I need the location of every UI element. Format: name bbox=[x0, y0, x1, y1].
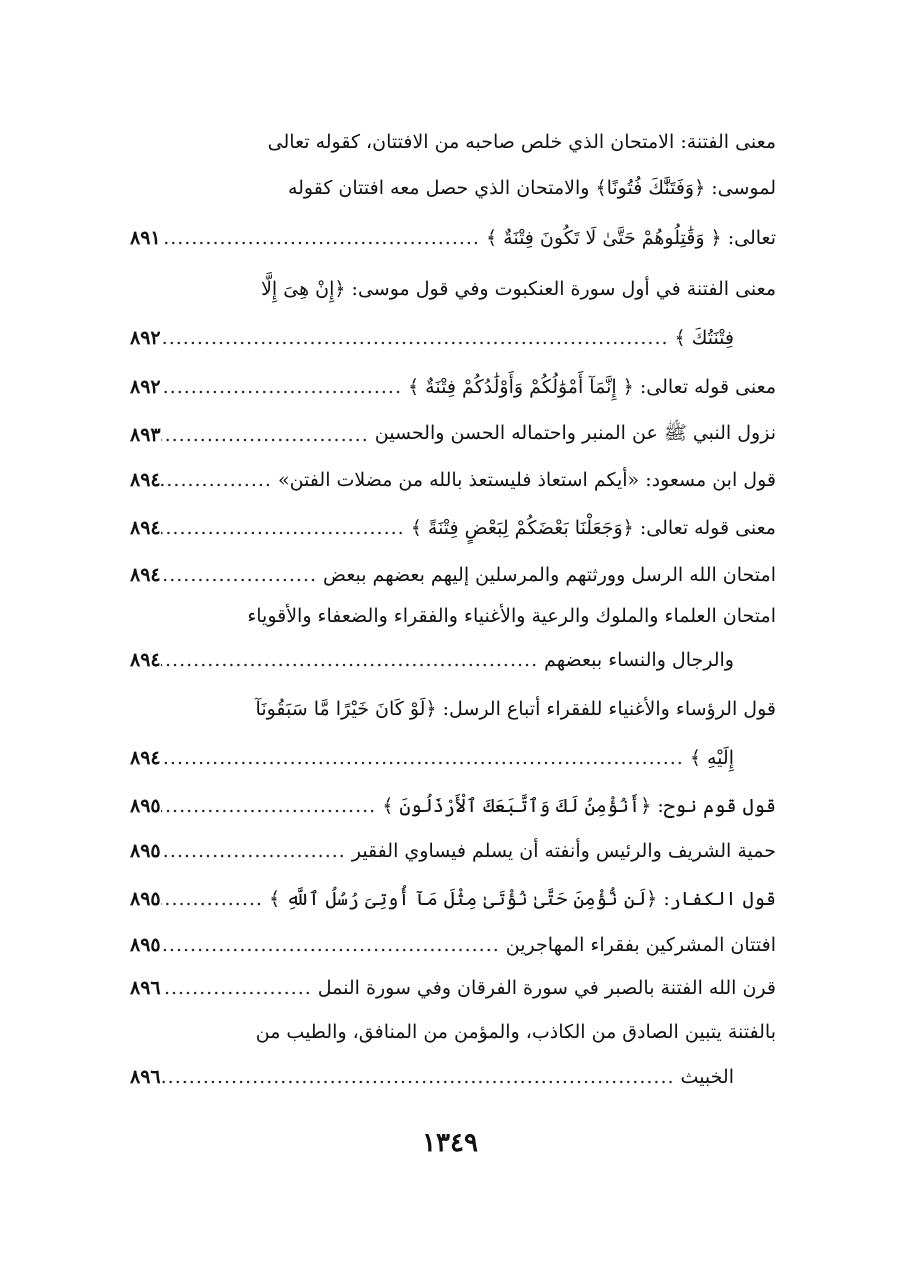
entry-page-number: ٨٩٤ bbox=[130, 747, 161, 769]
entry-page-number: ٨٩٤ bbox=[130, 649, 161, 671]
index-entry bbox=[130, 269, 776, 309]
index-entry bbox=[130, 640, 776, 680]
leader-dots bbox=[161, 564, 323, 586]
index-entry bbox=[130, 415, 776, 455]
entry-text: معنى قوله تعالى: ﴿وَجَعَلْنَا بَعْضَكُمْ لِبَعْضٍ فِتْنَةً ﴾ bbox=[410, 517, 776, 539]
leader-dots bbox=[161, 469, 278, 491]
entry-text: حمية الشريف والرئيس وأنفته أن يسلم فيساوي الفقير bbox=[351, 840, 776, 862]
leader-dots bbox=[161, 934, 506, 956]
index-entry bbox=[130, 460, 776, 500]
entry-page-number: ٨٩٢ bbox=[130, 327, 161, 349]
leader-dots bbox=[161, 649, 545, 671]
entry-text: الخبيث bbox=[680, 1066, 734, 1088]
entry-text: قرن الله الفتنة بالصبر في سورة الفرقان وفي سورة النمل bbox=[317, 977, 776, 999]
index-entry bbox=[130, 122, 776, 162]
index-entry bbox=[130, 738, 776, 778]
entry-text: امتحان الله الرسل وورثتهم والمرسلين إليهم بعضهم ببعض bbox=[323, 564, 776, 586]
entry-page-number: ٨٩٥ bbox=[130, 840, 161, 862]
index-entry bbox=[130, 925, 776, 965]
entry-page-number: ٨٩٥ bbox=[130, 888, 161, 910]
entry-page-number: ٨٩٥ bbox=[130, 934, 161, 956]
leader-dots bbox=[161, 747, 690, 769]
leader-dots bbox=[161, 977, 318, 999]
entry-page-number: ٨٩٤ bbox=[130, 469, 161, 491]
index-entry bbox=[130, 318, 776, 358]
leader-dots bbox=[161, 376, 408, 398]
entry-text: امتحان العلماء والملوك والرعية والأغنياء والفقراء والضعفاء والأقوياء bbox=[247, 605, 776, 627]
entry-page-number: ٨٩٤ bbox=[130, 517, 161, 539]
entry-text: قول الرؤساء والأغنياء للفقراء أتباع الرسل: ﴿لَوْ كَانَ خَيْرًا مَّا سَبَقُونَآ bbox=[255, 698, 776, 720]
leader-dots bbox=[161, 888, 269, 910]
entry-text: تعالى: ﴿ وَقَٰتِلُوهُمْ حَتَّىٰ لَا تَكُونَ فِتْنَةٌ ﴾ bbox=[485, 227, 776, 249]
entry-text: فِتْنَتُكَ ﴾ bbox=[674, 327, 734, 349]
index-entry bbox=[130, 508, 776, 548]
index-entry bbox=[130, 367, 776, 407]
leader-dots bbox=[161, 1066, 681, 1088]
leader-dots bbox=[161, 840, 352, 862]
entry-text: معنى قوله تعالى: ﴿ إِنَّمَآ أَمْوَٰلُكُمْ وَأَوْلَٰدُكُمْ فِتْنَةٌ ﴾ bbox=[408, 376, 776, 398]
index-entry bbox=[130, 968, 776, 1008]
index-entry bbox=[130, 218, 776, 258]
index-entry bbox=[130, 596, 776, 636]
index-entry bbox=[130, 786, 776, 826]
entry-text: معنى الفتنة في أول سورة العنكبوت وفي قول موسى: ﴿إِنْ هِىَ إِلَّا bbox=[261, 278, 776, 300]
entry-page-number: ٨٩٤ bbox=[130, 564, 161, 586]
entry-page-number: ٨٩٢ bbox=[130, 376, 161, 398]
page-number: ١٣٤٩ bbox=[422, 1128, 478, 1158]
entry-text: قول قوم نوح: ﴿أَنُؤْمِنُ لَكَ وَٱتَّبَعَكَ ٱلْأَرْذَلُونَ ﴾ bbox=[382, 795, 776, 817]
index-entry bbox=[130, 689, 776, 729]
entry-page-number: ٨٩٥ bbox=[130, 795, 161, 817]
entry-text: نزول النبي ﷺ عن المنبر واحتماله الحسن والحسين bbox=[374, 422, 776, 444]
index-entry bbox=[130, 1057, 776, 1097]
entry-text: قول الكفار: ﴿لَن نُّؤْمِنَ حَتَّىٰ نُؤْتَىٰ مِثْلَ مَآ أُوتِىَ رُسُلُ ٱللَّهِ ﴾ bbox=[268, 888, 776, 910]
entry-text: معنى الفتنة: الامتحان الذي خلص صاحبه من الافتتان، كقوله تعالى bbox=[267, 131, 776, 153]
leader-dots bbox=[161, 424, 375, 446]
index-entry bbox=[130, 168, 776, 208]
leader-dots bbox=[161, 795, 383, 817]
leader-dots bbox=[161, 517, 411, 539]
entry-text: لموسى: ﴿وَفَتَنَّٰكَ فُتُونًا﴾ والامتحان الذي حصل معه افتتان كقوله bbox=[287, 177, 776, 199]
entry-page-number: ٨٩٣ bbox=[130, 424, 161, 446]
index-entry bbox=[130, 879, 776, 919]
entry-page-number: ٨٩٦ bbox=[130, 977, 161, 999]
index-entry bbox=[130, 1012, 776, 1052]
leader-dots bbox=[161, 227, 486, 249]
entry-text: إِلَيْهِ ﴾ bbox=[689, 747, 734, 769]
entry-text: بالفتنة يتبين الصادق من الكاذب، والمؤمن من المنافق، والطيب من bbox=[255, 1021, 776, 1043]
entry-page-number: ٨٩١ bbox=[130, 227, 161, 249]
entry-text: قول ابن مسعود: «أيكم استعاذ فليستعذ بالله من مضلات الفتن» bbox=[277, 469, 776, 491]
entry-text: والرجال والنساء ببعضهم bbox=[544, 649, 734, 671]
leader-dots bbox=[161, 327, 675, 349]
index-entry bbox=[130, 555, 776, 595]
index-entry bbox=[130, 831, 776, 871]
entry-text: افتتان المشركين بفقراء المهاجرين bbox=[505, 934, 776, 956]
entry-page-number: ٨٩٦ bbox=[130, 1066, 161, 1088]
